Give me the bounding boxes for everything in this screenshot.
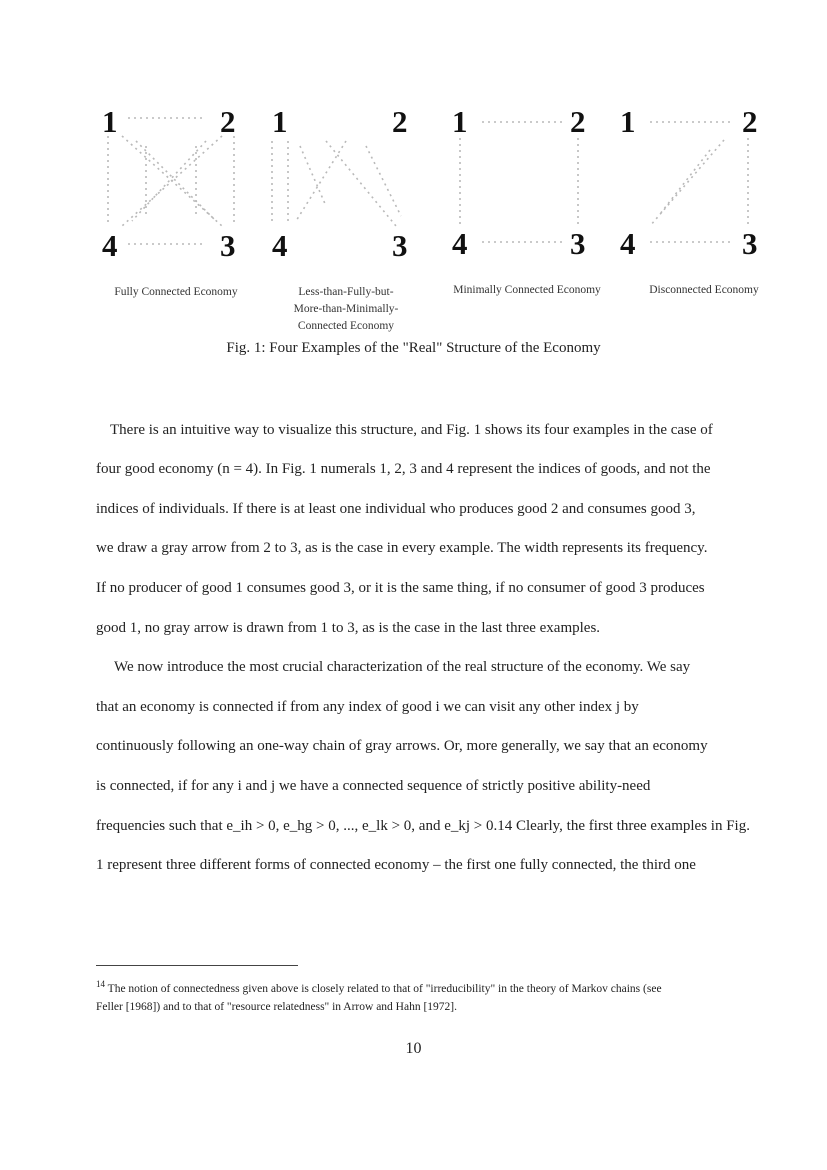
node-label-2: 2 bbox=[392, 104, 408, 139]
paragraph-2-line-4: is connected, if for any i and j we have a connected sequence of strictly positive ability-need bbox=[96, 778, 651, 794]
diagram-minimally-connected bbox=[452, 96, 612, 266]
node-label-3: 3 bbox=[392, 228, 408, 263]
paragraph-1-line-3: indices of individuals. If there is at least one individual who produces good 2 and consumes good 3, bbox=[96, 501, 696, 517]
node-label-1: 1 bbox=[452, 104, 468, 139]
node-label-3: 3 bbox=[220, 228, 236, 263]
node-label-4: 4 bbox=[102, 228, 118, 263]
footnote bbox=[96, 975, 786, 1016]
diagram-caption-minimally-connected: Minimally Connected Economy bbox=[453, 284, 601, 296]
footnote-line-1: The notion of connectedness given above is closely related to that of "irreducibility" in the theory of Markov chains (see bbox=[107, 982, 662, 995]
paragraph-2-line-3: continuously following an one-way chain of gray arrows. Or, more generally, we say that an economy bbox=[96, 738, 708, 754]
diagram-disconnected bbox=[620, 96, 780, 266]
paragraph-2-line-5: frequencies such that e_ih > 0, e_hg > 0, ..., e_lk > 0, and e_kj > 0.14 Clearly, the first three examples in Fig. bbox=[96, 818, 750, 834]
paragraph-2-line-1: We now introduce the most crucial characterization of the real structure of the economy. We say bbox=[114, 659, 691, 675]
diagram-caption-disconnected: Disconnected Economy bbox=[649, 284, 759, 296]
node-label-4: 4 bbox=[620, 226, 636, 261]
diagram-caption-less-than-fully: Less-than-Fully-but- More-than-Minimally- Connected Economy bbox=[293, 286, 399, 332]
diagram-fully-connected bbox=[96, 96, 256, 266]
paragraph-1-line-2: four good economy (n = 4). In Fig. 1 numerals 1, 2, 3 and 4 represent the indices of goods, and not the bbox=[96, 461, 711, 477]
node-label-1: 1 bbox=[620, 104, 636, 139]
figure-caption: Fig. 1: Four Examples of the "Real" Structure of the Economy bbox=[226, 340, 601, 356]
paragraph-2-line-2: that an economy is connected if from any index of good i we can visit any other index j by bbox=[96, 699, 639, 715]
node-label-1: 1 bbox=[102, 104, 118, 139]
node-label-3: 3 bbox=[570, 226, 586, 261]
node-label-4: 4 bbox=[452, 226, 468, 261]
page-number: 10 bbox=[405, 1040, 422, 1057]
paragraph-1-line-4: we draw a gray arrow from 2 to 3, as is the case in every example. The width represents its frequency. bbox=[96, 540, 708, 556]
paragraph-1-line-1: There is an intuitive way to visualize this structure, and Fig. 1 shows its four examples in the case of bbox=[110, 422, 713, 438]
diagram-caption-fully-connected: Fully Connected Economy bbox=[114, 286, 238, 298]
paragraph-1-line-6: good 1, no gray arrow is drawn from 1 to 3, as is the case in the last three examples. bbox=[96, 620, 601, 636]
node-label-1: 1 bbox=[272, 104, 288, 139]
diagram-less-than-fully-connected bbox=[266, 96, 426, 266]
footnote-rule bbox=[96, 965, 298, 966]
node-label-4: 4 bbox=[272, 228, 288, 263]
node-label-3: 3 bbox=[742, 226, 758, 261]
node-label-2: 2 bbox=[742, 104, 758, 139]
node-label-2: 2 bbox=[570, 104, 586, 139]
footnote-line-2: Feller [1968]) and to that of "resource relatedness" in Arrow and Hahn [1972]. bbox=[96, 1000, 457, 1013]
paragraph-1-line-5: If no producer of good 1 consumes good 3, or it is the same thing, if no consumer of good 3 produces bbox=[96, 580, 705, 596]
footnote-mark: 14 bbox=[96, 979, 105, 989]
paragraph-2-line-6: 1 represent three different forms of connected economy – the first one fully connected, the third one bbox=[96, 857, 696, 873]
node-label-2: 2 bbox=[220, 104, 236, 139]
